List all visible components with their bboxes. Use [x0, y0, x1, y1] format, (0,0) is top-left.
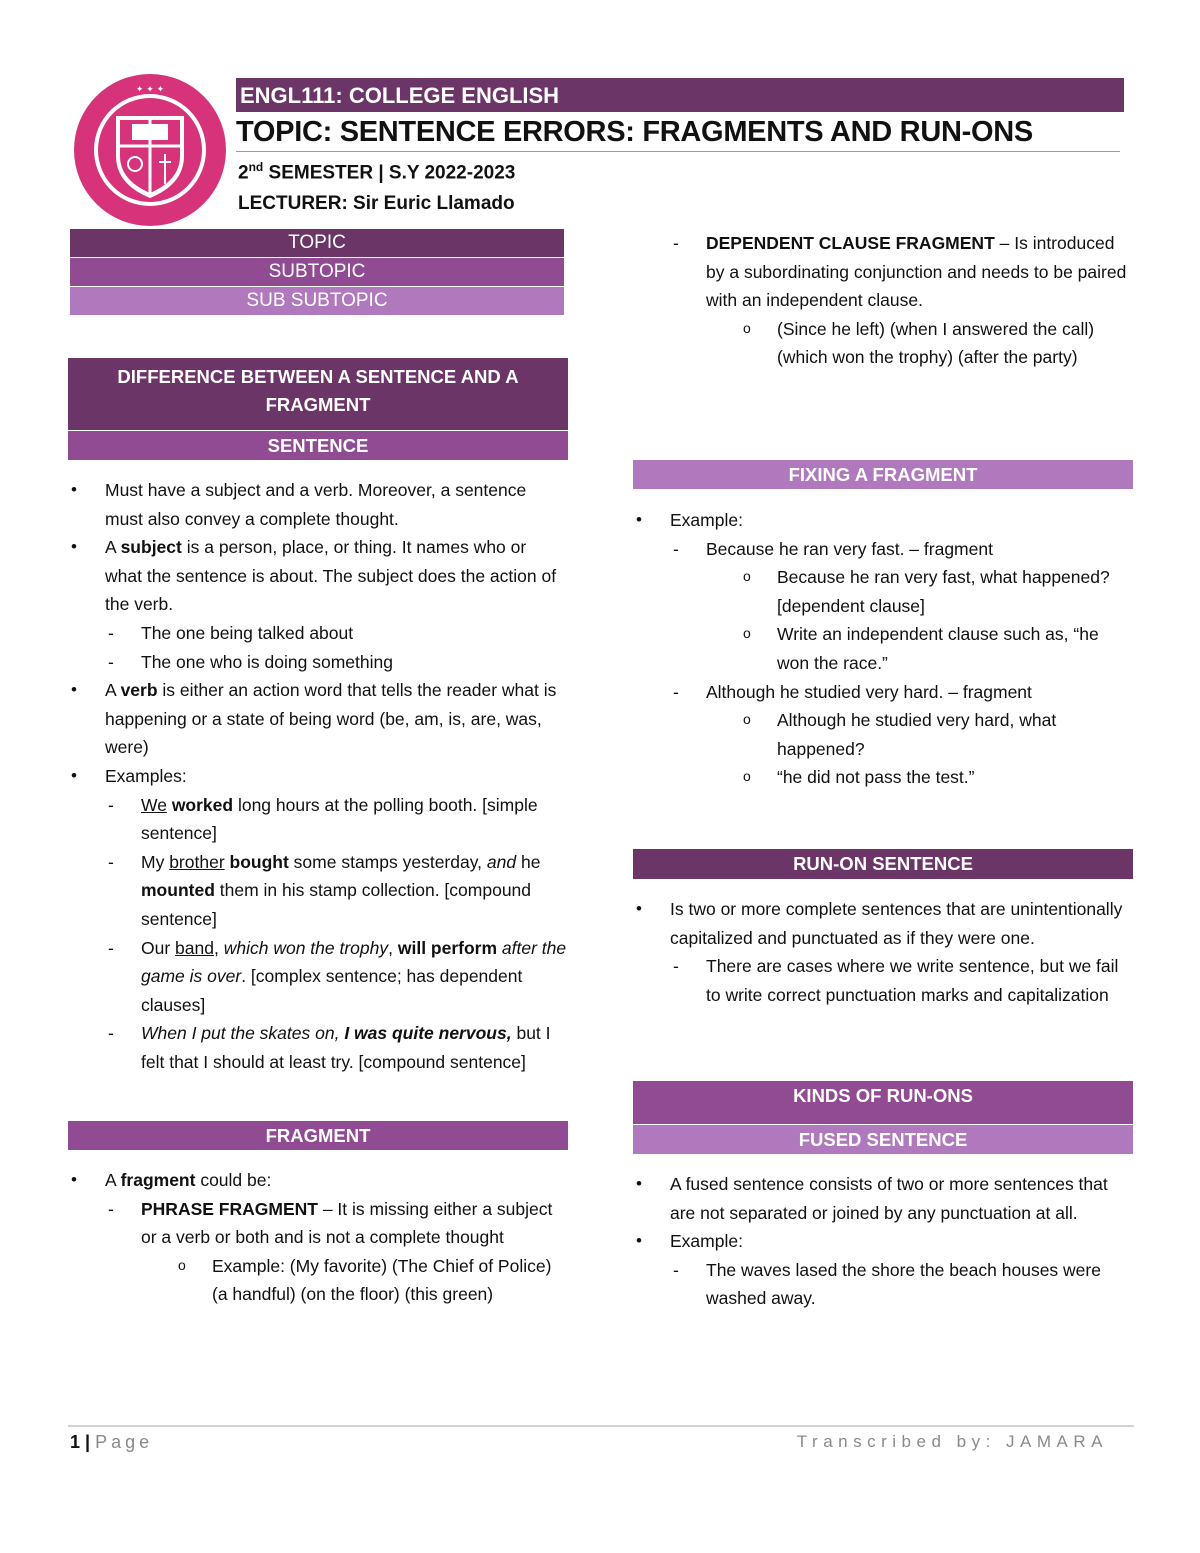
list-item: • Example:: [633, 506, 1133, 535]
list-item: - Because he ran very fast. – fragment: [633, 535, 1133, 564]
university-seal-logo: [72, 72, 228, 228]
list-item: o “he did not pass the test.”: [633, 763, 1133, 792]
list-item: • Examples:: [68, 762, 568, 791]
transcribed-by: Transcribed by: JAMARA: [796, 1432, 1108, 1451]
list-item: o Because he ran very fast, what happened? [dependent clause]: [633, 563, 1133, 620]
svg-text:✦ ✦ ✦: ✦ ✦ ✦: [135, 85, 165, 95]
fixing-fragment-content: [633, 506, 1133, 792]
run-on-content: [633, 895, 1133, 1009]
legend-topic: TOPIC: [70, 229, 564, 258]
section-sentence: SENTENCE: [68, 431, 568, 460]
list-item: • A fused sentence consists of two or more sentences that are not separated or joined by any punctuation at all.: [633, 1170, 1133, 1227]
list-item: - My brother bought some stamps yesterday, and he mounted them in his stamp collection. [compound sentence]: [68, 848, 568, 934]
fused-sentence-content: [633, 1170, 1133, 1313]
list-item: • Is two or more complete sentences that are unintentionally capitalized and punctuated as if they were one.: [633, 895, 1133, 952]
legend-sub-subtopic: SUB SUBTOPIC: [70, 287, 564, 316]
list-item: - When I put the skates on, I was quite nervous, but I felt that I should at least try. [compound sentence]: [68, 1019, 568, 1076]
fragment-content: [68, 1166, 568, 1309]
lecturer-info: LECTURER: Sir Euric Llamado: [238, 193, 515, 214]
list-item: - We worked long hours at the polling booth. [simple sentence]: [68, 791, 568, 848]
section-run-on: RUN-ON SENTENCE: [633, 849, 1133, 879]
list-item: - Although he studied very hard. – fragment: [633, 678, 1133, 707]
heading-legend: [70, 229, 564, 316]
section-kinds-of-run-ons: KINDS OF RUN-ONS: [633, 1081, 1133, 1124]
legend-subtopic: SUBTOPIC: [70, 258, 564, 287]
list-item: o Write an independent clause such as, “he won the race.”: [633, 620, 1133, 677]
section-fixing-fragment: FIXING A FRAGMENT: [633, 460, 1133, 489]
topic-title: TOPIC: SENTENCE ERRORS: FRAGMENTS AND RUN-ONS: [236, 116, 1120, 152]
footer-divider: [68, 1425, 1134, 1427]
list-item: o Example: (My favorite) (The Chief of Police) (a handful) (on the floor) (this green): [68, 1252, 568, 1309]
list-item: - There are cases where we write sentence, but we fail to write correct punctuation marks and capitalization: [633, 952, 1133, 1009]
course-title: ENGL111: COLLEGE ENGLISH: [236, 78, 1124, 112]
list-item: o (Since he left) (when I answered the call) (which won the trophy) (after the party): [633, 315, 1133, 372]
list-item: - Our band, which won the trophy, will perform after the game is over. [complex sentence; has dependent clauses]: [68, 934, 568, 1020]
list-item: • Example:: [633, 1227, 1133, 1256]
list-item: - The one being talked about: [68, 619, 568, 648]
list-item: • A fragment could be:: [68, 1166, 568, 1195]
section-difference: DIFFERENCE BETWEEN A SENTENCE AND A FRAGMENT: [68, 358, 568, 430]
dependent-fragment-content: [633, 229, 1133, 372]
list-item: • Must have a subject and a verb. Moreover, a sentence must also convey a complete thought.: [68, 476, 568, 533]
section-fragment: FRAGMENT: [68, 1121, 568, 1150]
list-item: - DEPENDENT CLAUSE FRAGMENT – Is introduced by a subordinating conjunction and needs to be paired with an independent clause.: [633, 229, 1133, 315]
list-item: - The one who is doing something: [68, 648, 568, 677]
sentence-content: [68, 476, 568, 1076]
list-item: - PHRASE FRAGMENT – It is missing either a subject or a verb or both and is not a complete thought: [68, 1195, 568, 1252]
list-item: - The waves lased the shore the beach houses were washed away.: [633, 1256, 1133, 1313]
section-fused-sentence: FUSED SENTENCE: [633, 1125, 1133, 1154]
list-item: o Although he studied very hard, what happened?: [633, 706, 1133, 763]
page-number: 1 | Page: [70, 1432, 154, 1452]
list-item: • A verb is either an action word that tells the reader what is happening or a state of being word (be, am, is, are, was, were): [68, 676, 568, 762]
list-item: • A subject is a person, place, or thing. It names who or what the sentence is about. The subject does the action of the verb.: [68, 533, 568, 619]
semester-info: 2nd SEMESTER | S.Y 2022-2023: [238, 160, 516, 184]
